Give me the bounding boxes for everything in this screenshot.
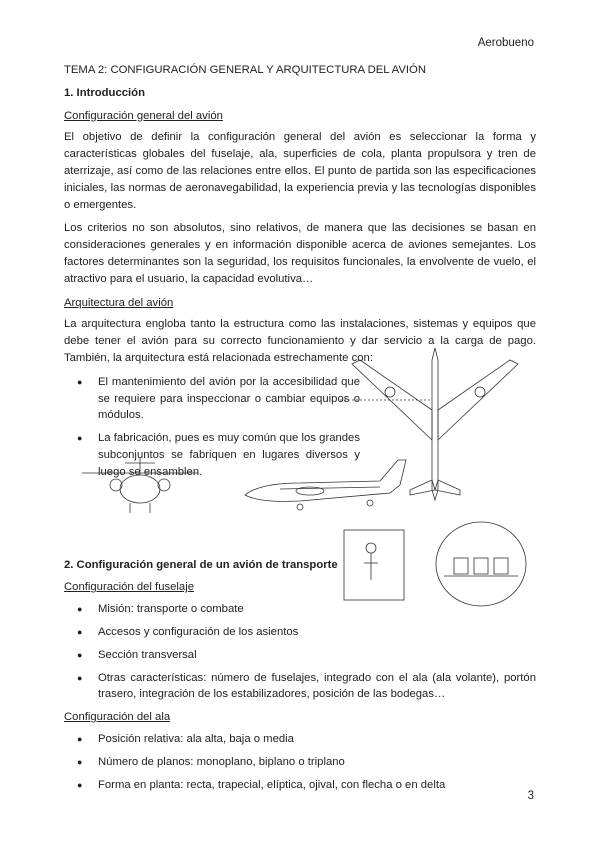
running-header: Aerobueno — [477, 37, 534, 49]
subheading-configuracion: Configuración general del avión — [64, 109, 223, 122]
paragraph-objetivo: El objetivo de definir la configuración general del avión es seleccionar la forma y características globales del fuselaje, ala, superficies de cola, planta propulsora y tren de aterrizaje, así como de las relaciones entre ellos. El punto de partida son las especificaciones iniciales, las normas de aeronavegabilidad, la experiencia previa y las tecnologías disponibles o emergentes. — [64, 131, 536, 211]
aircraft-side-view-figure — [240, 455, 410, 517]
paragraph-arquitectura: La arquitectura engloba tanto la estructura como las instalaciones, sistemas y equipos que debe tener el avión para su correcto funcionamiento y dar servicio a la carga de pago. También, la arquitectura está relacionada estrechamente con: — [64, 318, 536, 364]
page-number: 3 — [527, 790, 534, 802]
subheading-fuselaje: Configuración del fuselaje — [64, 581, 194, 594]
fuselage-section-figure — [336, 518, 546, 610]
list-item: ● Accesos y configuración de los asientos — [64, 624, 536, 641]
aircraft-front-view-figure — [80, 455, 200, 517]
subheading-ala: Configuración del ala — [64, 711, 171, 724]
tema-title: TEMA 2: CONFIGURACIÓN GENERAL Y ARQUITECTURA DEL AVIÓN — [64, 64, 426, 76]
ala-list — [64, 731, 536, 793]
list-item: ● Posición relativa: ala alta, baja o media — [64, 731, 536, 748]
list-item: ● Número de planos: monoplano, biplano o triplano — [64, 754, 536, 771]
subheading-arquitectura: Arquitectura del avión — [64, 296, 174, 309]
list-item: ● El mantenimiento del avión por la accesibilidad que se requiere para inspeccionar o cambiar equipos o módulos. — [64, 374, 360, 424]
list-item: ● Forma en planta: recta, trapecial, elíptica, ojival, con flecha o en delta — [64, 777, 536, 794]
paragraph-criterios: Los criterios no son absolutos, sino relativos, de manera que las decisiones se basan en consideraciones generales y en información disponible acerca de aviones semejantes. Los factores determinantes son la seguridad, los requisitos funcionales, la envolvente de vuelo, el atractivo para el usuario, la capacidad evolutiva… — [64, 222, 536, 285]
list-item: ● La fabricación, pues es muy común que los grandes subconjuntos se fabriquen en lugares diversos y luego se ensamblen. — [64, 430, 360, 480]
section-heading-transporte: 2. Configuración general de un avión de transporte — [64, 558, 338, 571]
list-item: ● Otras características: número de fuselajes, integrado con el ala (ala volante), portón trasero, integración de los estabilizadores, posición de las bodegas… — [64, 670, 536, 704]
list-item: ● Misión: transporte o combate — [64, 601, 536, 618]
list-item: ● Sección transversal — [64, 647, 536, 664]
section-heading-intro: 1. Introducción — [64, 86, 145, 99]
fuselaje-list — [64, 601, 536, 703]
